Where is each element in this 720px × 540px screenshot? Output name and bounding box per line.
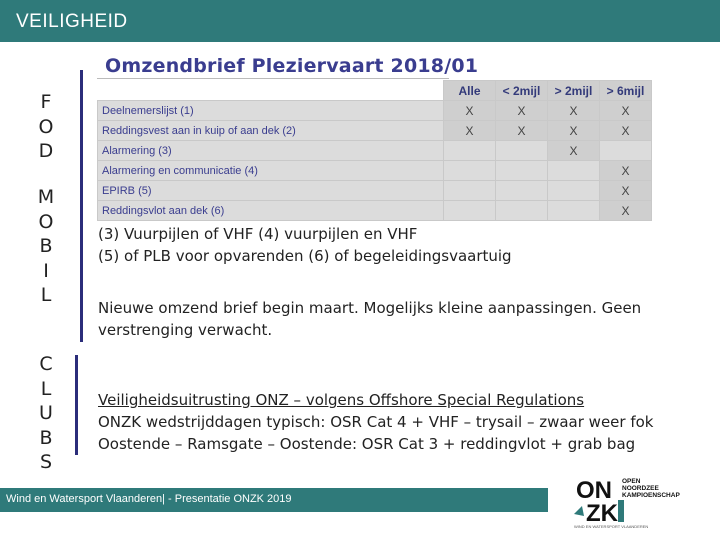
logo-line1: OPEN	[622, 478, 641, 485]
cell-mark	[548, 181, 600, 201]
slide-title: VEILIGHEID	[16, 11, 128, 32]
table-row	[98, 101, 652, 121]
footer-bar	[0, 488, 548, 512]
table-row	[98, 141, 652, 161]
row-label: Reddingsvest aan in kuip of aan dek (2)	[98, 121, 444, 141]
side-letter: B	[39, 235, 53, 257]
table-row	[98, 121, 652, 141]
note-line: Nieuwe omzend brief begin maart. Mogelijks kleine aanpassingen. Geen	[98, 299, 642, 317]
side-letter: O	[38, 115, 54, 138]
footnote-line: (5) of PLB voor opvarenden (6) of begeleidingsvaartuig	[98, 247, 512, 265]
cell-mark	[548, 161, 600, 181]
cell-mark	[444, 181, 496, 201]
section-divider-bottom	[75, 355, 78, 455]
title-underline	[97, 78, 449, 79]
side-label-fod	[36, 90, 56, 164]
cell-mark: X	[496, 121, 548, 141]
logo-zk: ZK	[586, 500, 618, 527]
side-label-clubs	[36, 352, 56, 475]
side-letter: D	[38, 140, 54, 162]
side-letter: L	[40, 377, 52, 400]
mobil-note	[98, 297, 641, 341]
onzk-logo-graphic	[572, 474, 700, 530]
cell-mark: X	[600, 121, 652, 141]
cell-mark	[496, 181, 548, 201]
header-bar	[0, 0, 720, 42]
logo-line2: NOORDZEE	[622, 485, 659, 492]
cell-mark	[496, 201, 548, 221]
side-letter: S	[39, 451, 53, 473]
row-label: Deelnemerslijst (1)	[98, 101, 444, 121]
footer-text: Wind en Watersport Vlaanderen| - Presentatie ONZK 2019	[6, 493, 292, 505]
side-letter: B	[39, 426, 53, 449]
logo-on: ON	[576, 477, 612, 504]
side-letter: U	[39, 402, 53, 424]
table-row	[98, 161, 652, 181]
side-letter: C	[39, 353, 53, 375]
cell-mark: X	[548, 121, 600, 141]
regulation-table	[97, 80, 652, 221]
cell-mark	[548, 201, 600, 221]
side-label-mobil	[36, 185, 56, 308]
footnote-line: (3) Vuurpijlen of VHF (4) vuurpijlen en VHF	[98, 225, 418, 243]
side-letter: L	[40, 284, 52, 306]
table-header-row	[98, 81, 652, 101]
row-label: Alarmering en communicatie (4)	[98, 161, 444, 181]
column-header: Alle	[444, 81, 496, 101]
document-title: Omzendbrief Pleziervaart 2018/01	[105, 55, 479, 77]
side-letter: F	[40, 91, 52, 113]
column-header: > 6mijl	[600, 81, 652, 101]
note-heading-link[interactable]: Veiligheidsuitrusting ONZ – volgens Offshore Special Regulations	[98, 391, 585, 409]
column-header: < 2mijl	[496, 81, 548, 101]
side-letter: I	[43, 259, 49, 282]
cell-mark: X	[548, 101, 600, 121]
note-line: verstrenging verwacht.	[98, 321, 273, 339]
clubs-note	[98, 389, 653, 455]
cell-mark	[444, 201, 496, 221]
section-divider-top	[80, 70, 83, 342]
side-letter: M	[37, 186, 55, 208]
row-label: EPIRB (5)	[98, 181, 444, 201]
note-line: Oostende – Ramsgate – Oostende: OSR Cat 3 + reddingvlot + grab bag	[98, 435, 636, 453]
table-row	[98, 181, 652, 201]
regulation-document	[97, 52, 653, 218]
cell-mark	[444, 161, 496, 181]
table-row	[98, 201, 652, 221]
note-line: ONZK wedstrijddagen typisch: OSR Cat 4 + VHF – trysail – zwaar weer fok	[98, 413, 654, 431]
cell-mark: X	[496, 101, 548, 121]
cell-mark	[496, 161, 548, 181]
cell-mark: X	[600, 181, 652, 201]
logo-line3: KAMPIOENSCHAP	[622, 492, 680, 499]
logo-accent-bar	[618, 500, 624, 522]
row-label: Alarmering (3)	[98, 141, 444, 161]
cell-mark	[600, 141, 652, 161]
cell-mark	[444, 141, 496, 161]
cell-mark: X	[444, 121, 496, 141]
cell-mark	[496, 141, 548, 161]
side-letter: O	[38, 210, 54, 233]
cell-mark: X	[600, 201, 652, 221]
cell-mark: X	[600, 161, 652, 181]
row-label: Reddingsvlot aan dek (6)	[98, 201, 444, 221]
logo-tagline: WIND EN WATERSPORT VLAANDEREN	[574, 524, 649, 529]
cell-mark: X	[444, 101, 496, 121]
table-corner	[98, 81, 444, 101]
footnotes	[98, 223, 512, 267]
column-header: > 2mijl	[548, 81, 600, 101]
logo-wave-mark	[574, 506, 584, 516]
onzk-logo	[572, 474, 700, 530]
cell-mark: X	[548, 141, 600, 161]
cell-mark: X	[600, 101, 652, 121]
